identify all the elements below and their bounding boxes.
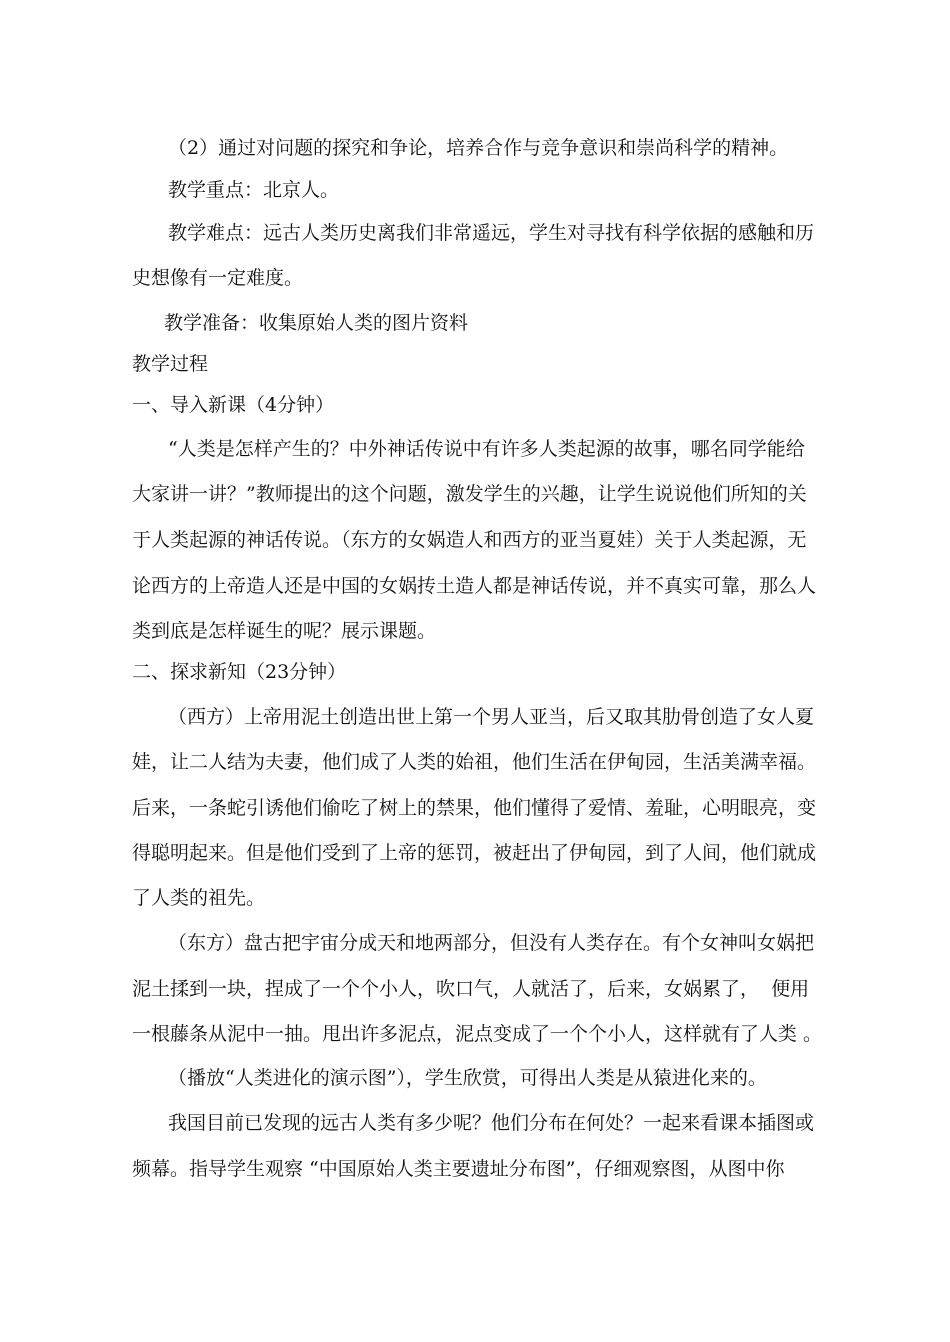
text-line: 频幕。指导学生观察 “中国原始人类主要遗址分布图”，仔细观察图，从图中你: [132, 1158, 785, 1180]
text-line: 史想像有一定难度。: [132, 267, 304, 289]
text-line: “人类是怎样产生的？中外神话传说中有许多人类起源的故事，哪名同学能给: [168, 438, 805, 460]
section-heading: 教学过程: [132, 353, 209, 375]
text-line: 论西方的上帝造人还是中国的女娲抟土造人都是神话传说，并不真实可靠，那么人: [132, 575, 817, 597]
text-line: 娃，让二人结为夫妻，他们成了人类的始祖，他们生活在伊甸园，生活美满幸福。: [132, 751, 817, 773]
text-line: 得聪明起来。但是他们受到了上帝的惩罚，被赶出了伊甸园，到了人间，他们就成: [132, 842, 817, 864]
text-line: 大家讲一讲？”教师提出的这个问题，激发学生的兴趣，让学生说说他们所知的关: [132, 483, 807, 505]
text-line: 我国目前已发现的远古人类有多少呢？他们分布在何处？一起来看课本插图或: [168, 1112, 815, 1134]
text-line: （东方）盘古把宇宙分成天和地两部分，但没有人类存在。有个女神叫女娲把: [168, 932, 815, 954]
text-line: 类到底是怎样诞生的呢？展示课题。: [132, 620, 437, 642]
text-line: 了人类的祖先。: [132, 887, 266, 909]
text-line: 一根藤条从泥中一抽。甩出许多泥点，泥点变成了一个个小人，这样就有了人类 。: [132, 1023, 822, 1045]
text-line: 泥土揉到一块，捏成了一个个小人，吹口气，人就活了，后来，女娲累了， 便用: [132, 978, 810, 1000]
section-heading: 二、探求新知（23分钟）: [132, 661, 347, 683]
text-line: 于人类起源的神话传说。（东方的女娲造人和西方的亚当夏娃）关于人类起源，无: [132, 529, 807, 551]
text-line: 教学准备：收集原始人类的图片资料: [164, 312, 469, 334]
text-line: （播放“人类进化的演示图”），学生欣赏，可得出人类是从猿进化来的。: [168, 1067, 767, 1089]
section-heading: 一、导入新课（4分钟）: [132, 394, 335, 416]
text-line: （2）通过对问题的探究和争论，培养合作与竞争意识和崇尚科学的精神。: [168, 137, 789, 159]
text-line: （西方）上帝用泥土创造出世上第一个男人亚当，后又取其肋骨创造了女人夏: [168, 706, 815, 728]
text-line: 教学重点：北京人。: [168, 179, 340, 201]
text-line: 教学难点：远古人类历史离我们非常遥远，学生对寻找有科学依据的感触和历: [168, 222, 815, 244]
text-line: 后来，一条蛇引诱他们偷吃了树上的禁果，他们懂得了爱情、羞耻，心明眼亮，变: [132, 797, 817, 819]
